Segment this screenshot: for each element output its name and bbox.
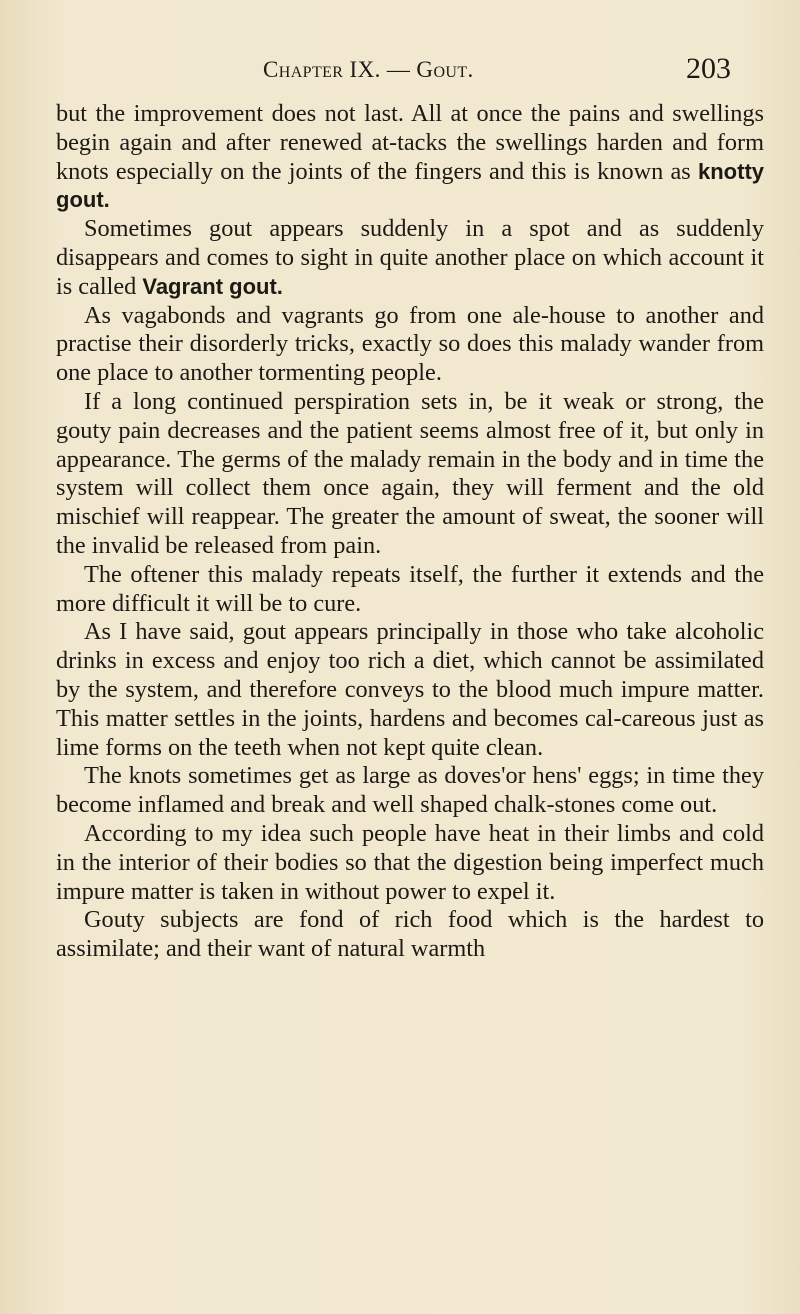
paragraph-text: Sometimes gout appears suddenly in a spot and as suddenly disappears and comes to sight in quite another place on which account it is called xyxy=(56,215,764,300)
paragraph: Gouty subjects are fond of rich food which is the hardest to assimilate; and their want of natural warmth xyxy=(56,906,764,963)
paragraph: If a long continued perspiration sets in, be it weak or strong, the gouty pain decreases and the patient seems almost free of it, but only in appearance. The germs of the malady remain in the body and in time the system will collect them once again, they will ferment and the old mischief will reappear. The greater the amount of sweat, the sooner will the invalid be released from pain. xyxy=(56,387,764,559)
running-header xyxy=(0,52,800,89)
chapter-title xyxy=(263,55,474,85)
paragraph: As I have said, gout appears principally in those who take alcoholic drinks in excess and enjoy too rich a diet, which cannot be assimilated by the system, and therefore conveys to the blood much impure matter. This matter settles in the joints, hardens and becomes cal-careous just as lime forms on the teeth when not kept quite clean. xyxy=(56,618,764,761)
emphasized-term: knotty gout. xyxy=(56,158,764,213)
paragraph xyxy=(56,215,764,301)
emphasized-term: Vagrant gout. xyxy=(142,273,283,299)
page-number: 203 xyxy=(686,52,731,85)
body-text xyxy=(56,100,764,964)
paragraph: The knots sometimes get as large as doves'or hens' eggs; in time they become inflamed and break and well shaped chalk-stones come out. xyxy=(56,762,764,819)
chapter-title-text: Chapter IX. — Gout. xyxy=(263,57,474,82)
paragraph-text: but the improvement does not last. All at once the pains and swellings begin again and after renewed at-tacks the swellings harden and form knots especially on the joints of the fingers and this is known as xyxy=(56,100,764,185)
paragraph: According to my idea such people have heat in their limbs and cold in the interior of their bodies so that the digestion being imperfect much impure matter is taken in without power to expel it. xyxy=(56,819,764,905)
paragraph xyxy=(56,100,764,215)
paragraph: The oftener this malady repeats itself, the further it extends and the more difficult it will be to cure. xyxy=(56,560,764,617)
paragraph: As vagabonds and vagrants go from one ale-house to another and practise their disorderly tricks, exactly so does this malady wander from one place to another tormenting people. xyxy=(56,301,764,387)
